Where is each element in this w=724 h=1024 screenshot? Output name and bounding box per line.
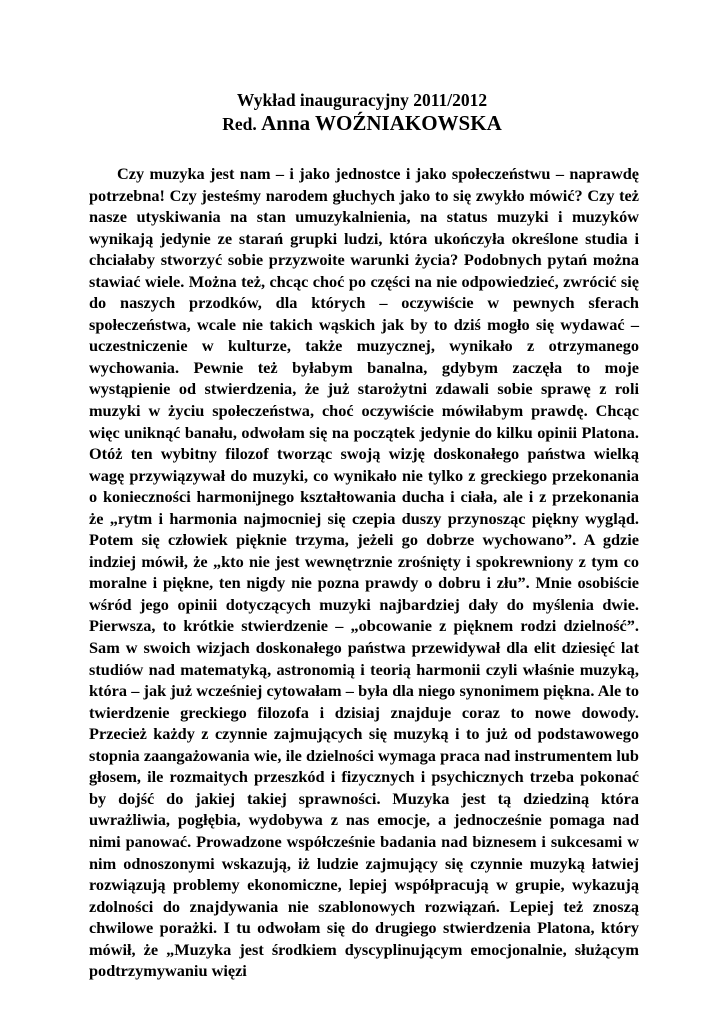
lecture-author bbox=[0, 111, 724, 136]
author-prefix: Red. bbox=[222, 114, 257, 134]
lecture-title: Wykład inauguracyjny 2011/2012 bbox=[236, 90, 488, 110]
author-name: Anna WOŹNIAKOWSKA bbox=[261, 111, 502, 135]
lecture-paragraph: Czy muzyka jest nam – i jako jednostce i jako społeczeństwu – naprawdę potrzebna! Czy jesteśmy narodem głuchych jako to się zwykło mówić? Czy też nasze utyskiwania na stan umuzykalnienia, na status muzyki i muzyków wynikają jedynie ze starań grupki ludzi, która ukończyła określone studia i chciałaby stworzyć sobie przyzwoite warunki życia? Podobnych pytań można stawiać wiele. Można też, chcąc choć po części na nie odpowiedzieć, zwrócić się do naszych przodków, dla których – oczywiście w pewnych sferach społeczeństwa, wcale nie takich wąskich jak by to dziś mogło się wydawać – uczestniczenie w kulturze, także muzycznej, wynikało z otrzymanego wychowania. Pewnie też byłabym banalna, gdybym zaczęła to moje wystąpienie od stwierdzenia, że już starożytni zdawali sobie sprawę z roli muzyki w życiu społeczeństwa, choć oczywiście mówiłabym prawdę. Chcąc więc uniknąć banału, odwołam się na początek jedynie do kilku opinii Platona. Otóż ten wybitny filozof tworząc swoją wizję doskonałego państwa wielką wagę przywiązywał do muzyki, co wynikało nie tylko z greckiego przekonania o konieczności harmonijnego kształtowania ducha i ciała, ale i z przekonania że „rytm i harmonia najmocniej się czepia duszy przynosząc piękny wygląd. Potem się człowiek pięknie trzyma, jeżeli go dobrze wychowano”. A gdzie indziej mówił, że „kto nie jest wewnętrznie zrośnięty i spokrewniony z tym co moralne i piękne, ten nigdy nie pozna prawdy o dobru i złu”. Mnie osobiście wśród jego opinii dotyczących muzyki najbardziej dały do myślenia dwie. Pierwsza, to krótkie stwierdzenie – „obcowanie z pięknem rodzi dzielność”. Sam w swoich wizjach doskonałego państwa przewidywał dla elit dziesięć lat studiów nad matematyką, astronomią i teorią harmonii czyli właśnie muzyką, która – jak już wcześniej cytowałam – była dla niego synonimem piękna. Ale to twierdzenie greckiego filozofa i dzisiaj znajduje coraz to nowe dowody. Przecież każdy z czynnie zajmujących się muzyką i to już od podstawowego stopnia zaangażowania wie, ile dzielności wymaga praca nad instrumentem lub głosem, ile rozmaitych przeszkód i fizycznych i psychicznych trzeba pokonać by dojść do jakiej takiej sprawności. Muzyka jest tą dziedziną która uwrażliwia, pogłębia, wydobywa z nas emocje, a jednocześnie pomaga nad nimi panować. Prowadzone współcześnie badania nad biznesem i sukcesami w nim odnoszonymi wskazują, iż ludzie zajmujący się czynnie muzyką łatwiej rozwiązują problemy ekonomiczne, lepiej współpracują w grupie, wykazują zdolności do znajdywania nie szablonowych rozwiązań. Lepiej też znoszą chwilowe porażki. I tu odwołam się do drugiego stwierdzenia Platona, który mówił, że „Muzyka jest środkiem dyscyplinującym emocjonalnie, służącym podtrzymywaniu więzi bbox=[89, 164, 639, 981]
lecture-heading bbox=[0, 89, 724, 136]
